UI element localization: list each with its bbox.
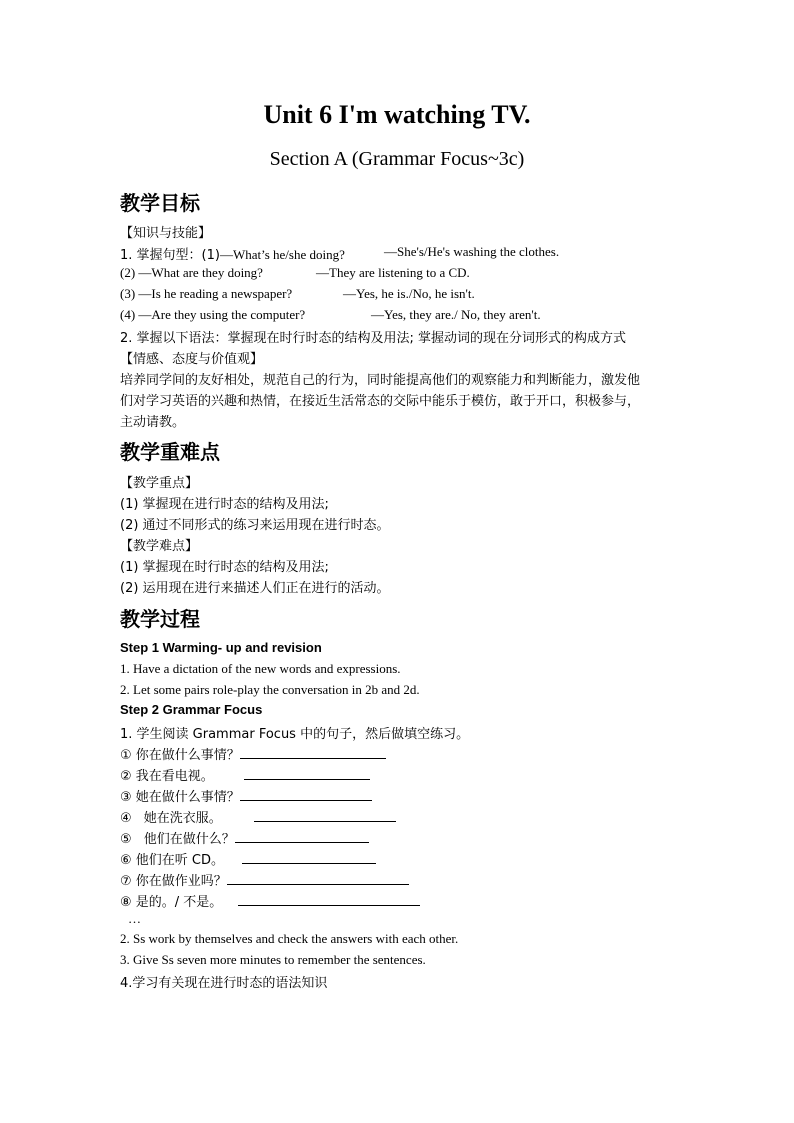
exercise-text: 我在看电视。 (135, 769, 214, 784)
question-2: —What are they doing? (138, 265, 263, 280)
question-4: —Are they using the computer? (138, 307, 306, 322)
emotion-line-3: 主动请教。 (120, 415, 186, 430)
difficulty-item-2: (2) 运用现在进行来描述人们正在进行的活动。 (120, 581, 390, 596)
step-2-line-3: 3. Give Ss seven more minutes to remember the sentences. (120, 952, 426, 967)
goal-item-4 (120, 307, 305, 323)
answer-blank[interactable] (254, 809, 396, 822)
answer-blank[interactable] (238, 893, 420, 906)
answer-1: —She's/He's washing the clothes. (384, 244, 560, 259)
knowledge-label: 【知识与技能】 (120, 226, 212, 241)
emotion-label: 【情感、态度与价值观】 (120, 352, 264, 367)
step-2-line-1: 1. 学生阅读 Grammar Focus 中的句子，然后做填空练习。 (120, 727, 470, 742)
exercise-item-2 (120, 765, 370, 784)
answer-blank[interactable] (227, 872, 409, 885)
emotion-line-1: 培养同学间的友好相处，规范自己的行为，同时能提高他们的观察能力和判断能力，激发他 (120, 373, 641, 388)
exercise-text: 他们在听 CD。 (135, 853, 225, 868)
page-title: Unit 6 I'm watching TV. (263, 100, 531, 129)
answer-blank[interactable] (240, 746, 386, 759)
answer-blank[interactable] (235, 830, 369, 843)
exercise-text: 你在做什么事情？ (135, 748, 240, 763)
focus-item-2: (2) 通过不同形式的练习来运用现在进行时态。 (120, 518, 390, 533)
exercise-item-3 (120, 786, 372, 805)
exercise-num: ④ (120, 811, 132, 826)
goal-item-1-prefix: 1. 掌握句型：(1) (120, 248, 220, 263)
exercise-num: ⑧ (120, 895, 132, 910)
goal-grammar: 2. 掌握以下语法：掌握现在时行时态的结构及用法; 掌握动词的现在分词形式的构成方式 (120, 331, 627, 346)
question-1: —What’s he/she doing? (219, 247, 345, 262)
focus-item-1: (1) 掌握现在进行时态的结构及用法; (120, 497, 329, 512)
exercise-item-8 (120, 891, 420, 910)
page-subtitle: Section A (Grammar Focus~3c) (269, 148, 525, 170)
ellipsis: … (128, 911, 141, 926)
step-1-line-1: 1. Have a dictation of the new words and expressions. (120, 661, 401, 676)
exercise-item-4 (120, 807, 396, 826)
section-heading-keypoints: 教学重难点 (120, 440, 220, 464)
answer-blank[interactable] (240, 788, 372, 801)
answer-2: —They are listening to a CD. (316, 265, 470, 280)
answer-blank[interactable] (242, 851, 376, 864)
answer-3: —Yes, he is./No, he isn't. (343, 286, 475, 301)
exercise-num: ② (120, 769, 132, 784)
step-2-line-4: 4.学习有关现在进行时态的语法知识 (120, 976, 328, 991)
difficulty-label: 【教学难点】 (120, 539, 199, 554)
exercise-item-7 (120, 870, 409, 889)
question-3: —Is he reading a newspaper? (138, 286, 293, 301)
section-heading-process: 教学过程 (120, 607, 200, 631)
exercise-item-1 (120, 744, 386, 763)
step-2-title: Step 2 Grammar Focus (120, 702, 263, 717)
exercise-text: 她在洗衣服。 (143, 811, 222, 826)
exercise-text: 你在做作业吗？ (135, 874, 227, 889)
step-1-line-2: 2. Let some pairs role-play the conversation in 2b and 2d. (120, 682, 420, 697)
goal-item-1 (120, 244, 345, 263)
exercise-text: 是的。/ 不是。 (135, 895, 223, 910)
step-1-title: Step 1 Warming- up and revision (120, 640, 322, 655)
exercise-text: 他们在做什么？ (143, 832, 235, 847)
exercise-num: ⑤ (120, 832, 132, 847)
exercise-item-5 (120, 828, 369, 847)
exercise-num: ⑥ (120, 853, 132, 868)
answer-blank[interactable] (244, 767, 370, 780)
step-2-line-2: 2. Ss work by themselves and check the answers with each other. (120, 931, 459, 946)
answer-4: —Yes, they are./ No, they aren't. (371, 307, 541, 322)
exercise-text: 她在做什么事情？ (135, 790, 240, 805)
goal-item-2 (120, 265, 263, 281)
goal-item-3 (120, 286, 292, 302)
exercise-num: ⑦ (120, 874, 132, 889)
question-4-num: (4) (120, 307, 136, 322)
exercise-item-6 (120, 849, 376, 868)
exercise-num: ③ (120, 790, 132, 805)
exercise-num: ① (120, 748, 132, 763)
section-heading-goals: 教学目标 (120, 191, 200, 215)
focus-label: 【教学重点】 (120, 476, 199, 491)
emotion-line-2: 们对学习英语的兴趣和热情，在接近生活常态的交际中能乐于模仿，敢于开口，积极参与， (120, 394, 641, 409)
difficulty-item-1: (1) 掌握现在时行时态的结构及用法; (120, 560, 329, 575)
question-2-num: (2) (120, 265, 136, 280)
question-3-num: (3) (120, 286, 136, 301)
